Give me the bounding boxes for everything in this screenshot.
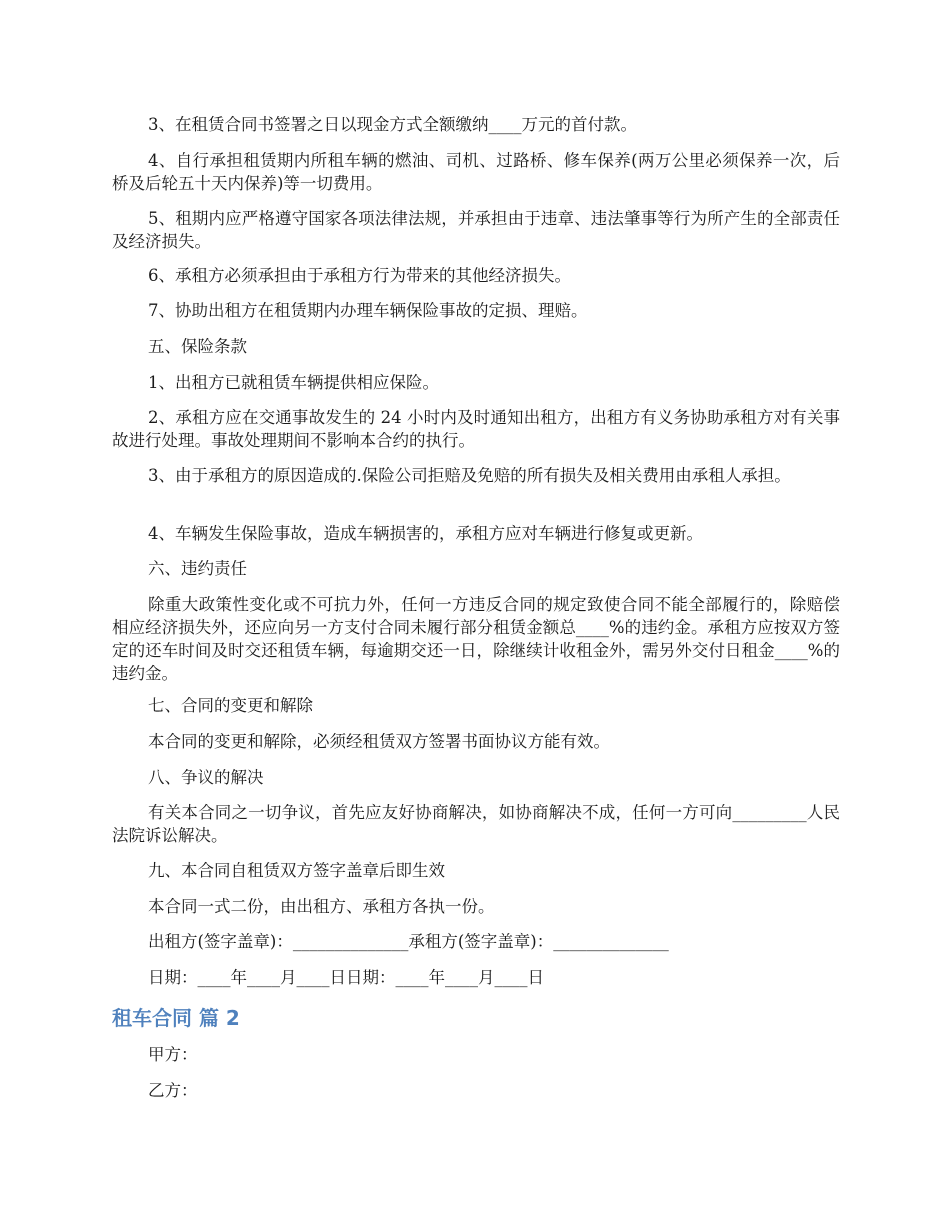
amendment-paragraph: 本合同的变更和解除，必须经租赁双方签署书面协议方能有效。 xyxy=(148,732,610,751)
party-a-label: 甲方： xyxy=(148,1045,198,1064)
liability-paragraph: 除重大政策性变化或不可抗力外，任何一方违反合同的规定致使合同不能全部履行的，除赔偿相应经济损失外，还应向另一方支付合同未履行部分租赁金额总____%的违约金。承租方应按双方签定的还车时间及时交还租赁车辆，每逾期交还一日，除继续计收租金外，需另外交付日租金____%的违约金。 xyxy=(112,595,840,683)
copies-paragraph: 本合同一式二份，由出租方、承租方各执一份。 xyxy=(148,897,495,916)
section-8-heading: 八、争议的解决 xyxy=(148,768,264,787)
insurance-clause-3: 3、由于承租方的原因造成的.保险公司拒赔及免赔的所有损失及相关费用由承租人承担。 xyxy=(148,466,791,485)
section-6-heading: 六、违约责任 xyxy=(148,559,247,578)
party-b-label: 乙方： xyxy=(148,1081,198,1100)
clause-7-claims: 7、协助出租方在租赁期内办理车辆保险事故的定损、理赔。 xyxy=(148,301,588,320)
dispute-paragraph: 有关本合同之一切争议，首先应友好协商解决，如协商解决不成，任何一方可向_________人民法院诉讼解决。 xyxy=(112,803,840,845)
section-5-heading: 五、保险条款 xyxy=(148,337,247,356)
date-line: 日期：____年____月____日日期：____年____月____日 xyxy=(148,968,544,987)
section-7-heading: 七、合同的变更和解除 xyxy=(148,696,313,715)
clause-6-losses: 6、承租方必须承担由于承租方行为带来的其他经济损失。 xyxy=(148,266,571,285)
insurance-clause-2: 2、承租方应在交通事故发生的 24 小时内及时通知出租方，出租方有义务协助承租方对有关事故进行处理。事故处理期间不影响本合约的执行。 xyxy=(112,408,840,450)
clause-5-compliance: 5、租期内应严格遵守国家各项法律法规，并承担由于违章、违法肇事等行为所产生的全部责任及经济损失。 xyxy=(112,209,840,251)
section-9-heading: 九、本合同自租赁双方签字盖章后即生效 xyxy=(148,861,445,880)
insurance-clause-1: 1、出租方已就租赁车辆提供相应保险。 xyxy=(148,373,439,392)
section-heading-article-2: 租车合同 篇 2 xyxy=(112,1006,240,1030)
clause-3-down-payment: 3、在租赁合同书签署之日以现金方式全额缴纳____万元的首付款。 xyxy=(148,115,637,134)
insurance-clause-4: 4、车辆发生保险事故，造成车辆损害的，承租方应对车辆进行修复或更新。 xyxy=(148,524,703,543)
clause-4-expenses: 4、自行承担租赁期内所租车辆的燃油、司机、过路桥、修车保养(两万公里必须保养一次，后桥及后轮五十天内保养)等一切费用。 xyxy=(112,151,840,193)
signature-line: 出租方(签字盖章)：______________承租方(签字盖章)：______________ xyxy=(148,932,669,951)
